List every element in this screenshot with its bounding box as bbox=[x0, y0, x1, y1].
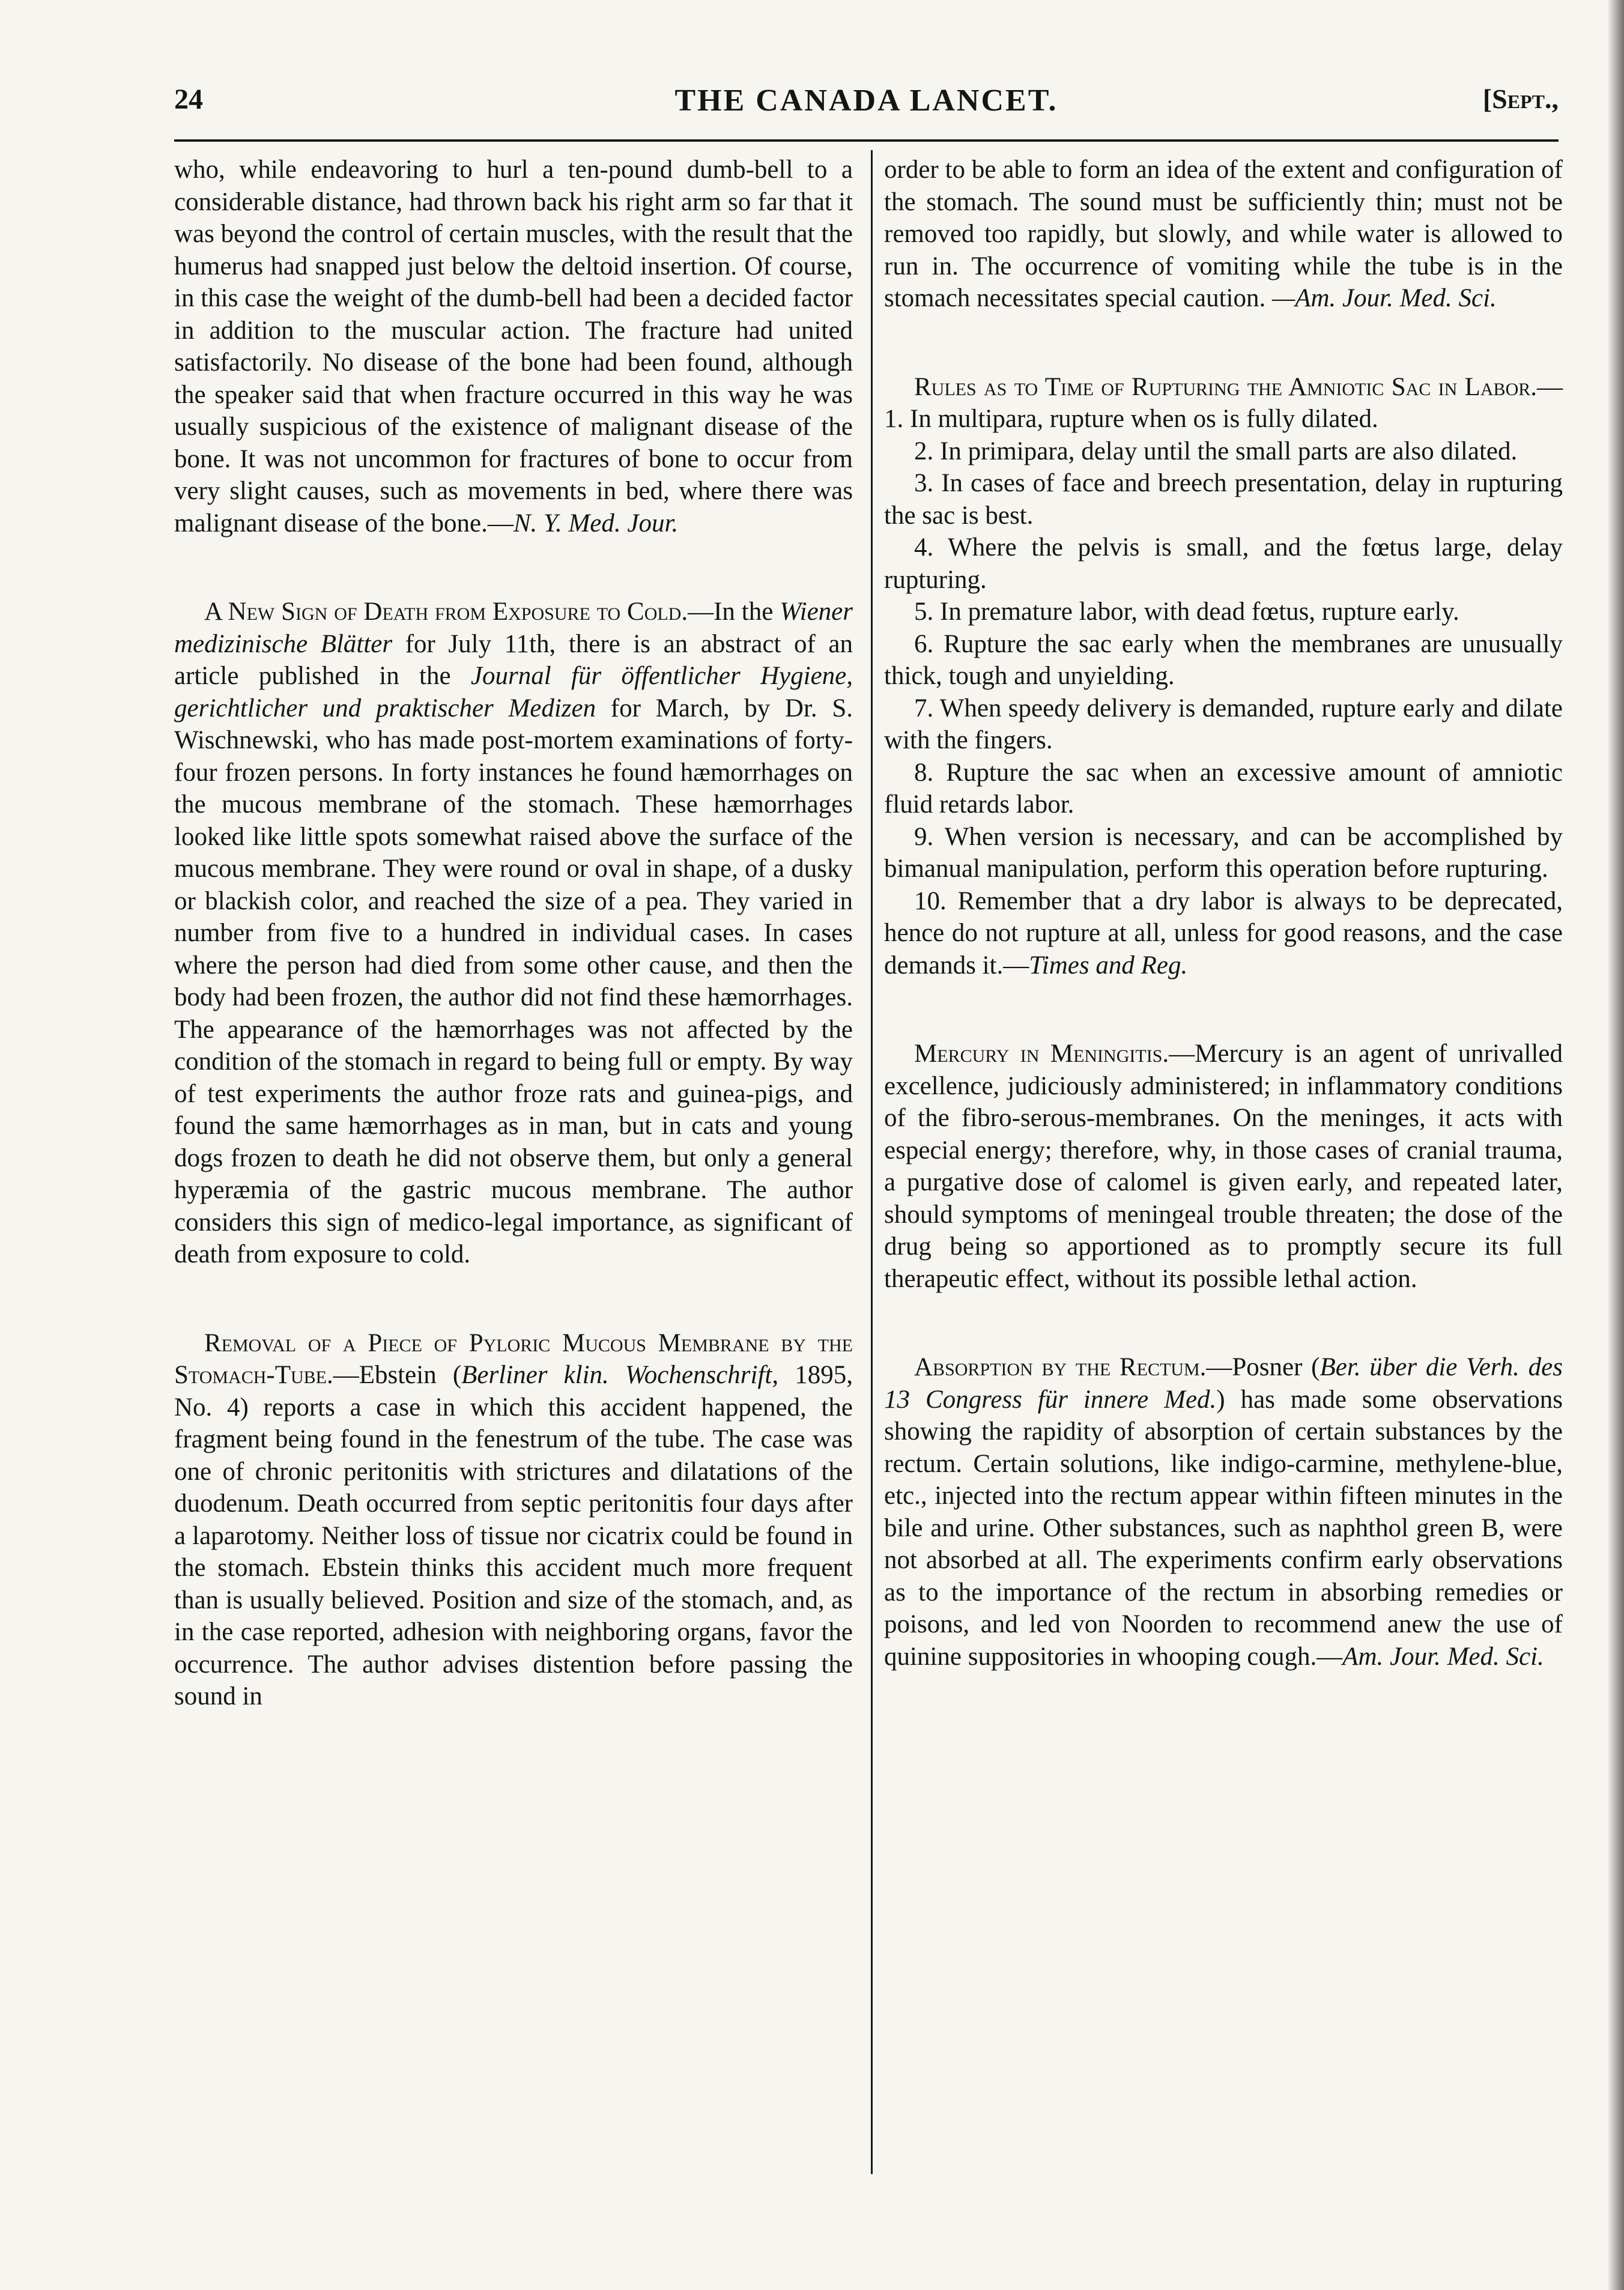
article-body bbox=[884, 1351, 1563, 1673]
source-citation: N. Y. Med. Jour. bbox=[513, 509, 679, 538]
rule-item: 3. In cases of face and breech presentation, delay in rupturing the sac is best. bbox=[884, 469, 1563, 530]
journal-reference: Ber. über die Verh. des 13 Congress für innere Med. bbox=[884, 1353, 1563, 1414]
journal-reference: Berliner klin. Wochenschrift bbox=[461, 1361, 772, 1389]
body-text: order to be able to form an idea of the extent and configuration of the stomach. The sound must be sufficiently thin; must not be removed too rapidly, but slowly, and while water is allowed to run in. The occurrence of vomiting while the tube is in the stomach necessitates special caution. bbox=[884, 156, 1563, 312]
article-rectal-absorption bbox=[884, 1351, 1563, 1673]
article-pyloric-removal bbox=[174, 1327, 853, 1713]
body-text: 10. Remember that a dry labor is always to be deprecated, hence do not rupture at all, unless for good reasons, and the case demands it.— bbox=[884, 886, 1563, 980]
body-text: —Ebstein ( bbox=[333, 1361, 462, 1389]
rule-item: 4. Where the pelvis is small, and the fœtus large, delay rupturing. bbox=[884, 533, 1563, 594]
journal-reference: Wiener medizinische Blätter bbox=[174, 598, 853, 658]
body-text: for July 11th, there is an abstract of an article published in the bbox=[174, 629, 853, 690]
body-text: , 1895, No. 4) reports a case in which this accident happened, the fragment being found in the fenestrum of the tube. The case was one of chronic peritonitis with strictures and dilatations of the duodenum. Death occurred from septic peritonitis four days after a laparotomy. Neither loss of tissue nor cicatrix could be found in the stomach. Ebstein thinks this accident much more frequent than is usually believed. Position and size of the stomach, and, as in the case reported, adhesion with neighboring organs, favor the occurrence. The author advises distention before passing the sound in bbox=[174, 1361, 853, 1710]
rule-item: 7. When speedy delivery is demanded, rupture early and dilate with the fingers. bbox=[884, 694, 1563, 754]
header-rule bbox=[174, 139, 1559, 142]
journal-title: THE CANADA LANCET. bbox=[674, 83, 1058, 118]
article-heading: Mercury in Meningitis. bbox=[914, 1040, 1169, 1068]
article-heading: A New Sign of Death from Exposure to Cold. bbox=[204, 598, 688, 626]
article-heading: Rules as to Time of Rupturing the Amniotic Sac in Labor. bbox=[914, 372, 1537, 401]
article-mercury-meningitis bbox=[884, 1038, 1563, 1295]
rule-item: 2. In primipara, delay until the small parts are also dilated. bbox=[914, 437, 1518, 465]
rule-1: —1. In multipara, rupture when os is fully dilated. bbox=[884, 372, 1563, 433]
article-sign-of-death bbox=[174, 596, 853, 1271]
page-header bbox=[174, 83, 1559, 125]
article-body bbox=[174, 596, 853, 1271]
body-text: —Posner ( bbox=[1206, 1353, 1320, 1381]
article-heading: Removal of a Piece of Pyloric Mucous Membrane by the Stomach-Tube. bbox=[174, 1328, 853, 1389]
body-text: ) has made some observations showing the rapidity of absorption of certain substances by the rectum. Certain solutions, like indigo-carmine, methylene-blue, etc., injected into the rectum appear within fifteen minutes in the bile and urine. Other substances, such as naphthol green B, were not absorbed at all. The experiments confirm early observations as to the importance of the rectum in absorbing remedies or poisons, and led von Noorden to recommend anew the use of quinine suppositories in whooping cough.— bbox=[884, 1385, 1563, 1671]
article-body bbox=[884, 1038, 1563, 1295]
article-fracture-continuation bbox=[174, 154, 853, 539]
issue-month: [Sept., bbox=[1482, 83, 1559, 114]
source-citation: Times and Reg. bbox=[1029, 951, 1188, 980]
source-citation: Am. Jour. Med. Sci. bbox=[1342, 1642, 1544, 1671]
article-separator bbox=[174, 1271, 853, 1327]
body-text: who, while endeavoring to hurl a ten-pound dumb-bell to a considerable distance, had thrown back his right arm so far that it was beyond the control of certain muscles, with the result that the humerus had snapped just below the deltoid insertion. Of course, in this case the weight of the dumb-bell had been a decided factor in addition to the muscular action. The fracture had united satisfactorily. No disease of the bone had been found, although the speaker said that when fracture occurred in this way he was usually suspicious of the existence of malignant disease of the bone. It was not uncommon for fractures of bone to occur from very slight causes, such as movements in bed, where there was malignant disease of the bone.— bbox=[174, 156, 853, 538]
page-number: 24 bbox=[174, 83, 203, 115]
article-pyloric-continuation bbox=[884, 154, 1563, 315]
source-citation: —Am. Jour. Med. Sci. bbox=[1271, 284, 1497, 312]
body-text: —In the bbox=[688, 598, 780, 626]
article-amniotic-rules bbox=[884, 371, 1563, 982]
article-body bbox=[174, 1327, 853, 1713]
journal-reference: Journal für öffentlicher Hygiene, gerichtlicher und praktischer Medizen bbox=[174, 662, 853, 722]
article-separator bbox=[174, 539, 853, 596]
left-column bbox=[174, 154, 853, 1713]
article-body bbox=[884, 154, 1563, 315]
body-text: for March, by Dr. S. Wischnewski, who has made post-mortem examinations of forty-four frozen persons. In forty instances he found hæmorrhages on the mucous membrane of the stomach. These hæmorrhages looked like little spots somewhat raised above the surface of the mucous membrane. They were round or oval in shape, of a dusky or blackish color, and reached the size of a pea. They varied in number from five to a hundred in individual cases. In cases where the person had died from some other cause, and then the body had been frozen, the author did not find these hæmorrhages. The appearance of the hæmorrhages was not affected by the condition of the stomach in regard to being full or empty. By way of test experiments the author froze rats and guinea-pigs, and found the same hæmorrhages as in man, but in cats and young dogs frozen to death he did not observe them, but only a general hyperæmia of the gastric mucous membrane. The author considers this sign of medico-legal importance, as significant of death from exposure to cold. bbox=[174, 694, 853, 1268]
body-text: —Mercury is an agent of unrivalled excellence, judiciously administered; in inflammatory conditions of the fibro-serous-membranes. On the meninges, it acts with especial energy; therefore, why, in those cases of cranial trauma, a purgative dose of calomel is given early, and repeated later, should symptoms of meningeal trouble threaten; the dose of the drug being so apportioned as to promptly secure its full therapeutic effect, without its possible lethal action. bbox=[884, 1040, 1563, 1293]
article-heading: Absorption by the Rectum. bbox=[914, 1353, 1207, 1381]
rule-item: 5. In premature labor, with dead fœtus, rupture early. bbox=[914, 598, 1459, 626]
article-separator bbox=[884, 1295, 1563, 1351]
article-separator bbox=[884, 315, 1563, 371]
rule-item-last bbox=[884, 885, 1563, 982]
article-body bbox=[884, 371, 1563, 435]
rule-item: 6. Rupture the sac early when the membranes are unusually thick, tough and unyielding. bbox=[884, 629, 1563, 690]
page-edge-shadow bbox=[1607, 0, 1624, 2290]
column-divider bbox=[871, 150, 873, 2174]
right-column bbox=[884, 154, 1563, 1673]
rule-item: 8. Rupture the sac when an excessive amount of amniotic fluid retards labor. bbox=[884, 758, 1563, 819]
rule-item: 9. When version is necessary, and can be accomplished by bimanual manipulation, perform this operation before rupturing. bbox=[884, 822, 1563, 883]
article-body bbox=[174, 154, 853, 539]
article-separator bbox=[884, 981, 1563, 1038]
